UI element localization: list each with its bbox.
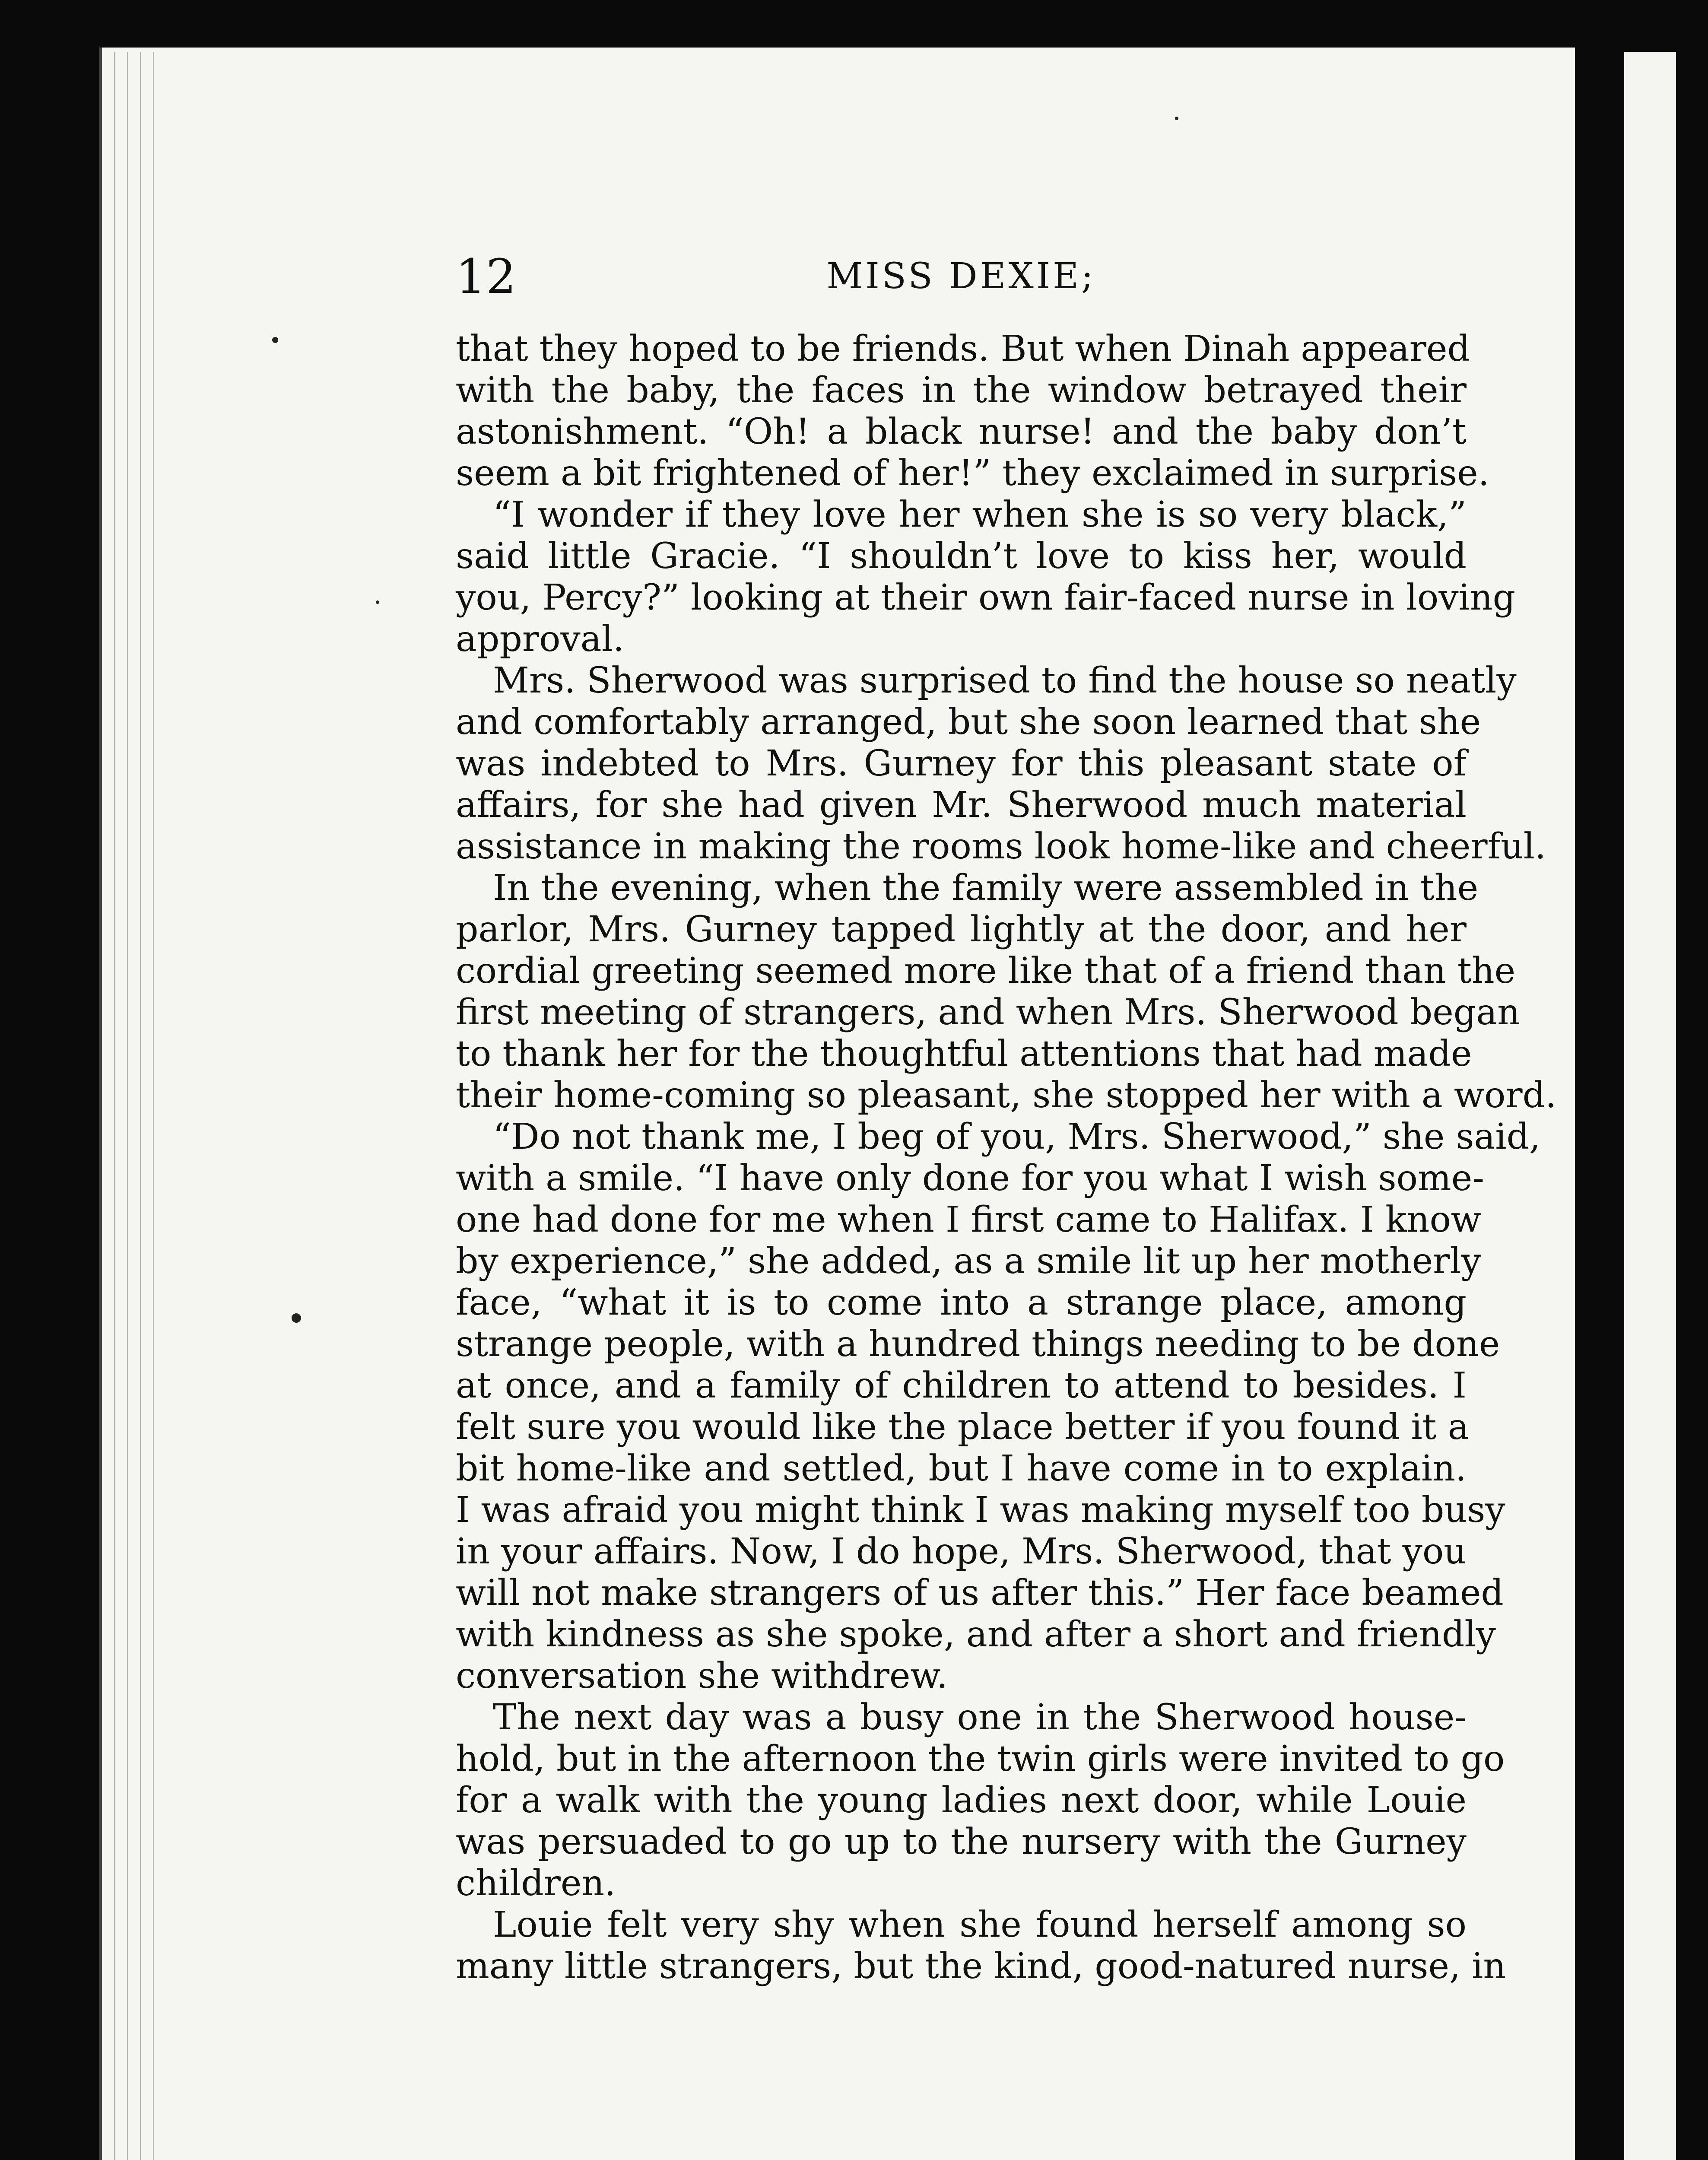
text-line: face, “what it is to come into a strange place, among — [456, 1282, 1467, 1323]
text-line: said little Gracie. “I shouldn’t love to kiss her, would — [456, 536, 1467, 577]
text-line: Louie felt very shy when she found herself among so — [493, 1904, 1467, 1945]
text-line: their home-coming so pleasant, she stopped her with a word. — [456, 1075, 1557, 1116]
running-title: MISS DEXIE; — [826, 256, 1096, 297]
ink-speck — [1175, 117, 1178, 120]
text-line: and comfortably arranged, but she soon learned that she — [456, 702, 1481, 743]
text-line: to thank her for the thoughtful attentions that had made — [456, 1033, 1472, 1074]
text-line: The next day was a busy one in the Sherwood house- — [493, 1697, 1467, 1738]
text-line: with a smile. “I have only done for you what I wish some- — [456, 1158, 1484, 1199]
text-line: I was afraid you might think I was making myself too busy — [456, 1490, 1505, 1531]
text-line: in your affairs. Now, I do hope, Mrs. Sherwood, that you — [456, 1531, 1467, 1572]
text-line: bit home-like and settled, but I have come in to explain. — [456, 1448, 1467, 1489]
text-line: was indebted to Mrs. Gurney for this pleasant state of — [456, 743, 1467, 784]
ink-speck — [272, 337, 278, 343]
text-line: will not make strangers of us after this.” Her face beamed — [456, 1572, 1504, 1614]
page-number: 12 — [456, 249, 516, 304]
text-line: that they hoped to be friends. But when Dinah appeared — [456, 328, 1470, 369]
text-line: approval. — [456, 619, 624, 660]
text-line: affairs, for she had given Mr. Sherwood much material — [456, 785, 1467, 826]
ink-speck — [376, 600, 379, 604]
adjacent-page-edge — [1624, 52, 1676, 2160]
text-line: felt sure you would like the place better if you found it a — [456, 1407, 1469, 1448]
binding-gutter — [108, 52, 164, 2160]
text-line: was persuaded to go up to the nursery with the Gurney — [456, 1821, 1467, 1862]
text-line: by experience,” she added, as a smile lit up her motherly — [456, 1241, 1481, 1282]
text-line: “I wonder if they love her when she is so very black,” — [493, 494, 1467, 535]
text-line: children. — [456, 1863, 616, 1904]
text-line: many little strangers, but the kind, good-natured nurse, in — [456, 1946, 1506, 1987]
text-line: In the evening, when the family were assembled in the — [493, 867, 1479, 908]
text-line: with kindness as she spoke, and after a short and friendly — [456, 1614, 1496, 1655]
text-line: hold, but in the afternoon the twin girls were invited to go — [456, 1738, 1505, 1779]
text-line: Mrs. Sherwood was surprised to find the house so neatly — [493, 660, 1517, 701]
text-line: “Do not thank me, I beg of you, Mrs. Sherwood,” she said, — [493, 1116, 1541, 1157]
text-line: cordial greeting seemed more like that of a friend than the — [456, 950, 1516, 991]
text-line: seem a bit frightened of her!” they exclaimed in surprise. — [456, 453, 1489, 494]
text-line: strange people, with a hundred things needing to be done — [456, 1324, 1500, 1365]
text-line: at once, and a family of children to attend to besides. I — [456, 1365, 1467, 1406]
text-line: assistance in making the rooms look home-like and cheerful. — [456, 826, 1546, 867]
ink-speck — [292, 1313, 301, 1323]
text-line: parlor, Mrs. Gurney tapped lightly at the door, and her — [456, 909, 1467, 950]
text-line: you, Percy?” looking at their own fair-faced nurse in loving — [456, 577, 1516, 618]
page-header — [456, 242, 1467, 311]
body-text — [456, 328, 1557, 1987]
text-line: for a walk with the young ladies next door, while Louie — [456, 1780, 1467, 1821]
scan-border-left — [0, 0, 99, 2160]
text-line: astonishment. “Oh! a black nurse! and the baby don’t — [456, 411, 1467, 452]
text-line: first meeting of strangers, and when Mrs. Sherwood began — [456, 992, 1520, 1033]
text-line: with the baby, the faces in the window betrayed their — [456, 370, 1467, 411]
text-line: one had done for me when I first came to Halifax. I know — [456, 1199, 1481, 1240]
text-line: conversation she withdrew. — [456, 1655, 948, 1696]
